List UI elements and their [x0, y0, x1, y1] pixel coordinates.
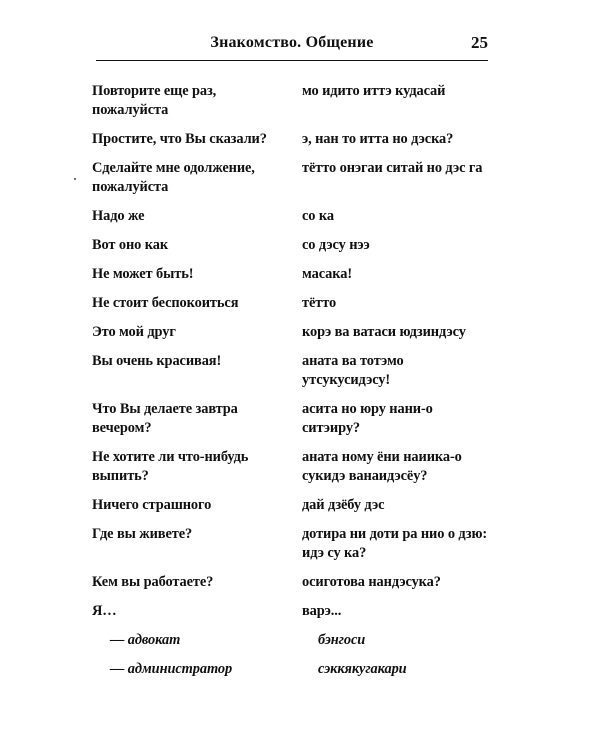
russian-phrase: Надо же [92, 208, 145, 224]
russian-phrase: Что Вы делаете завтра вечером? [92, 401, 238, 436]
japanese-transliteration: аната ному ёни наиика-о сукидэ ванаидэсёу? [302, 449, 462, 484]
phrase-row [92, 130, 492, 149]
running-header [96, 34, 488, 60]
phrase-row [92, 448, 492, 486]
russian-phrase: Кем вы работаете? [92, 574, 214, 590]
japanese-transliteration: масака! [302, 266, 353, 282]
phrase-row [92, 496, 492, 515]
russian-phrase: Это мой друг [92, 324, 176, 340]
japanese-transliteration: со дэсу нээ [302, 237, 370, 253]
russian-phrase: Ничего страшного [92, 497, 212, 513]
phrase-row [92, 602, 492, 621]
phrase-row [92, 294, 492, 313]
phrase-row [92, 352, 492, 390]
japanese-transliteration: асита но юру нани-о ситэиру? [302, 401, 433, 436]
print-speck [74, 178, 76, 180]
phrase-row [92, 236, 492, 255]
russian-phrase: — адвокат [110, 632, 181, 648]
russian-phrase: Где вы живете? [92, 526, 193, 542]
phrase-row [92, 525, 492, 563]
japanese-transliteration: мо идито иттэ кудасай [302, 83, 446, 99]
phrase-row [92, 400, 492, 438]
phrase-list [92, 82, 492, 689]
russian-phrase: — администратор [110, 661, 233, 677]
japanese-transliteration: со ка [302, 208, 334, 224]
japanese-transliteration: дай дзёбу дэс [302, 497, 385, 513]
russian-phrase: Я… [92, 603, 117, 619]
page-number: 25 [471, 33, 488, 52]
japanese-transliteration: аната ва тотэмо утсукусидэсу! [302, 353, 404, 388]
russian-phrase: Не хотите ли что-нибудь выпить? [92, 449, 249, 484]
japanese-transliteration: э, нан то итта но дэска? [302, 131, 454, 147]
russian-phrase: Сделайте мне одолжение, пожалуйста [92, 160, 255, 195]
phrase-row [92, 323, 492, 342]
header-divider [96, 60, 488, 61]
japanese-transliteration: дотира ни доти ра нио о дзю: идэ су ка? [302, 526, 488, 561]
phrase-row [92, 82, 492, 120]
russian-phrase: Вот оно как [92, 237, 169, 253]
russian-phrase: Вы очень красивая! [92, 353, 222, 369]
phrase-row [92, 573, 492, 592]
japanese-transliteration: осиготова нандэсука? [302, 574, 441, 590]
japanese-transliteration: корэ ва ватаси юдзиндэсу [302, 324, 466, 340]
russian-phrase: Простите, что Вы сказали? [92, 131, 267, 147]
phrase-row [92, 265, 492, 284]
russian-phrase: Не может быть! [92, 266, 194, 282]
russian-phrase: Повторите еще раз, пожалуйста [92, 83, 217, 118]
phrase-row [92, 159, 492, 197]
japanese-transliteration: варэ... [302, 603, 342, 619]
phrase-row-subitem [92, 660, 492, 679]
japanese-transliteration: сэккякугакари [318, 661, 407, 677]
russian-phrase: Не стоит беспокоиться [92, 295, 239, 311]
japanese-transliteration: бэнгоси [318, 632, 366, 648]
phrase-row [92, 207, 492, 226]
phrase-row-subitem [92, 631, 492, 650]
chapter-title: Знакомство. Общение [210, 34, 374, 51]
japanese-transliteration: тётто онэгаи ситай но дэс га [302, 160, 483, 176]
japanese-transliteration: тётто [302, 295, 337, 311]
